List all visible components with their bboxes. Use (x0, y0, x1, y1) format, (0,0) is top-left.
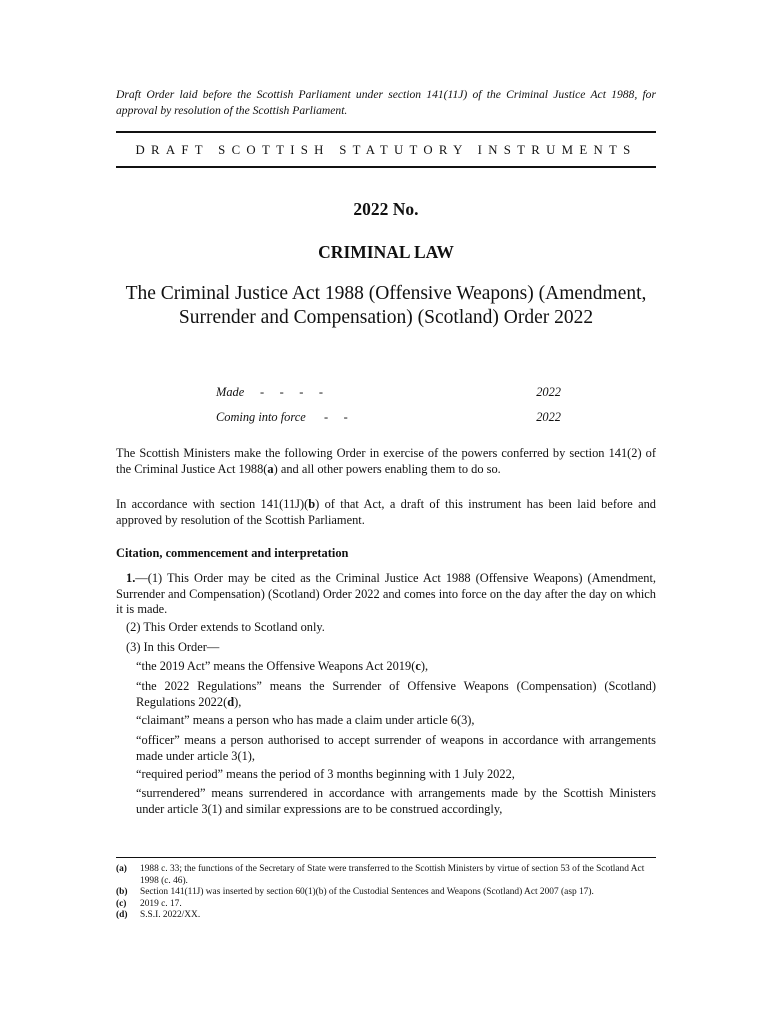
preamble-note: Draft Order laid before the Scottish Parliament under section 141(11J) of the Criminal Justice Act 1988, for approval by resolution of the Scottish Parliament. (116, 88, 656, 117)
approval-paragraph: In accordance with section 141(11J)(b) of that Act, a draft of this instrument has been laid before and approved by resolution of the Scottish Parliament. (116, 497, 657, 527)
footnote: (b) Section 141(11J) was inserted by section 60(1)(b) of the Custodial Sentences and Weapons (Scotland) Act 2007 (asp 17). (116, 887, 594, 898)
footnote-ref-b: b (308, 497, 316, 511)
definition-surrendered: “surrendered” means surrendered in accordance with arrangements made by the Scottish Ministers under article 3(1) and similar expressions are to be construed accordingly, (136, 786, 656, 816)
definition-officer: “officer” means a person authorised to accept surrender of weapons in accordance with arrangements made under article 3(1), (136, 733, 656, 763)
coming-into-force-year: 2022 (536, 410, 561, 424)
definition-2019-act: “the 2019 Act” means the Offensive Weapons Act 2019(c), (136, 659, 429, 673)
article-1-para-3: (3) In this Order— (126, 640, 220, 654)
si-number: 2022 No. (353, 199, 419, 219)
footnote: (d) S.S.I. 2022/XX. (116, 910, 201, 921)
definition-2022-regulations: “the 2022 Regulations” means the Surrender of Offensive Weapons (Compensation) (Scotland) Regulations 2022(d), (136, 679, 656, 709)
document-page (116, 0, 656, 1024)
footnote: (a) 1988 c. 33; the functions of the Secretary of State were transferred to the Scottish Ministers by virtue of section 53 of the Scotland Act 1998 (c. 46). (116, 864, 645, 886)
made-label: Made (216, 385, 245, 399)
banner-bottom-rule (116, 166, 656, 168)
draft-banner: DRAFT SCOTTISH STATUTORY INSTRUMENTS (135, 143, 637, 157)
article-1-para-2: (2) This Order extends to Scotland only. (126, 620, 325, 634)
article-number: 1. (126, 571, 136, 585)
definition-required-period: “required period” means the period of 3 months beginning with 1 July 2022, (136, 767, 515, 781)
made-year: 2022 (536, 385, 561, 399)
footnote-rule (116, 857, 656, 858)
coming-into-force-dashes: - - (324, 410, 348, 424)
footnote-ref-d: d (227, 694, 235, 709)
section-heading: Citation, commencement and interpretation (116, 546, 349, 560)
article-1: 1.—(1) This Order may be cited as the Criminal Justice Act 1988 (Offensive Weapons) (Amendment, Surrender and Compensation) (Scotland) Order 2022 and comes into force on the day after the day on which it is made. (116, 571, 656, 616)
order-title: The Criminal Justice Act 1988 (Offensive Weapons) (Amendment, Surrender and Compensation) (Scotland) Order 2022 (125, 283, 647, 328)
coming-into-force-label: Coming into force (216, 410, 306, 424)
banner-top-rule (116, 131, 656, 133)
made-dashes: - - - - (260, 385, 323, 399)
footnote: (c) 2019 c. 17. (116, 898, 182, 909)
definition-claimant: “claimant” means a person who has made a claim under article 6(3), (136, 713, 475, 727)
enacting-paragraph: The Scottish Ministers make the following Order in exercise of the powers conferred by section 141(2) of the Criminal Justice Act 1988(a) and all other powers enabling them to do so. (116, 446, 656, 476)
footnote-ref-a: a (267, 461, 274, 476)
footnotes (116, 864, 656, 922)
footnote-ref-c: c (415, 659, 421, 673)
subject-heading: CRIMINAL LAW (318, 242, 454, 262)
